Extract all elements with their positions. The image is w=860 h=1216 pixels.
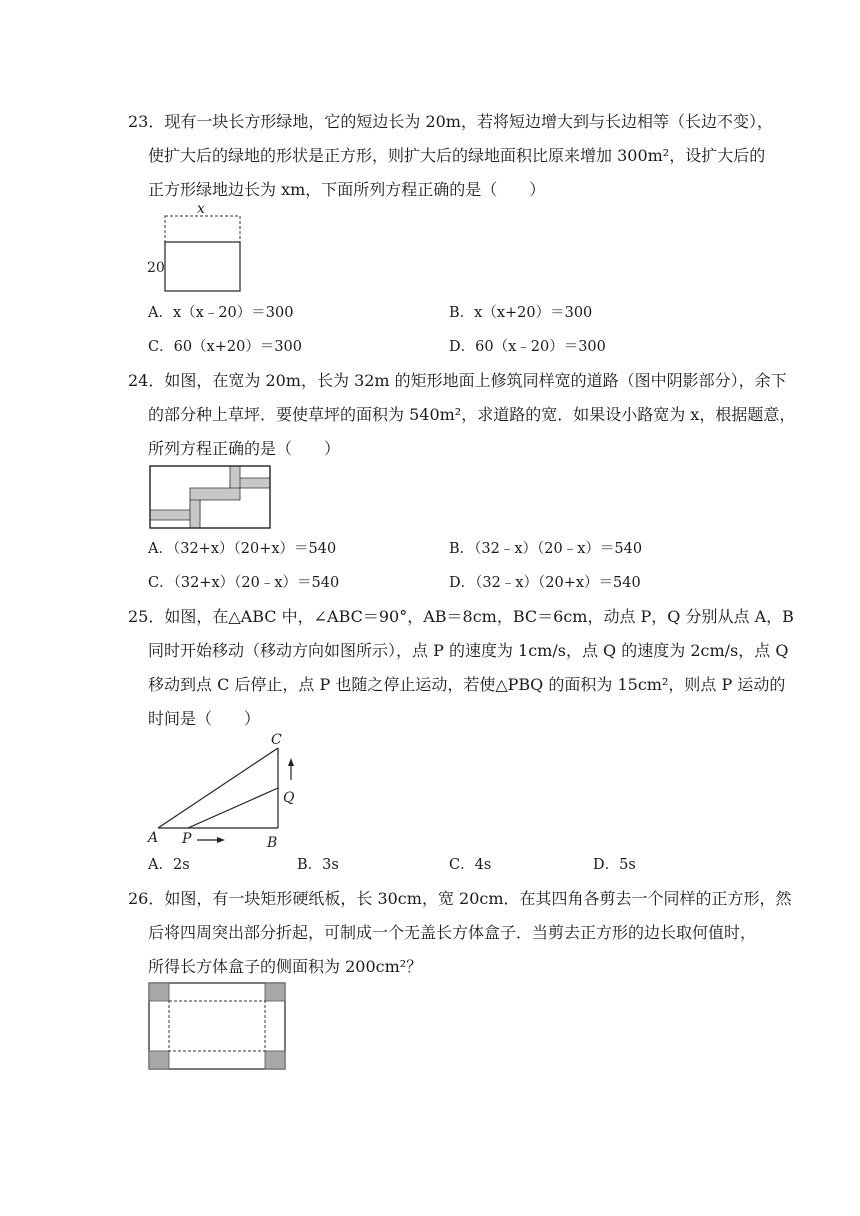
q24-option-b[interactable]: B．（32﹣x）（20﹣x）＝540 — [449, 541, 643, 557]
q24-road-horizontal — [150, 478, 270, 520]
q25-label-c: C — [271, 732, 282, 748]
q24-option-d[interactable]: D．（32﹣x）（20+x）＝540 — [449, 575, 641, 591]
q26-line-3: 所得长方体盒子的侧面积为 200cm²？ — [148, 957, 423, 976]
q25-line-4: 时间是（ ） — [148, 709, 261, 728]
q23-line-3: 正方形绿地边长为 xm，下面所列方程正确的是（ ） — [148, 180, 546, 199]
q24-figure — [150, 466, 272, 529]
q23-line-2: 使扩大后的绿地的形状是正方形，则扩大后的绿地面积比原来增加 300m²，设扩大后的 — [148, 146, 766, 165]
q25-option-b[interactable]: B．3s — [297, 857, 339, 873]
q23-figure — [145, 200, 245, 295]
q26-corner-tr — [265, 983, 285, 1001]
q23-option-c[interactable]: C．60（x+20）＝300 — [148, 339, 302, 355]
q23-line-1: 23．现有一块长方形绿地，它的短边长为 20m，若将短边增大到与长边相等（长边不变）， — [128, 112, 773, 131]
q23-option-a[interactable]: A．x（x﹣20）＝300 — [148, 305, 294, 321]
q26-figure — [148, 982, 288, 1072]
q25-option-d[interactable]: D．5s — [593, 857, 636, 873]
q24-road-vertical — [190, 500, 200, 528]
q25-option-c[interactable]: C．4s — [449, 857, 492, 873]
q26-corner-tl — [149, 983, 169, 1001]
q24-line-2: 的部分种上草坪．要使草坪的面积为 540m²，求道路的宽．如果设小路宽为 x，根据题意， — [148, 405, 796, 424]
q23-option-b[interactable]: B．x（x+20）＝300 — [449, 305, 593, 321]
q24-line-1: 24．如图，在宽为 20m，长为 32m 的矩形地面上修筑同样宽的道路（图中阴影部分），余下 — [128, 371, 787, 390]
q26-corner-br — [265, 1051, 285, 1069]
q26-line-1: 26．如图，有一块矩形硬纸板，长 30cm，宽 20cm．在其四角各剪去一个同样的正方形，然 — [128, 889, 792, 908]
q25-label-b: B — [267, 835, 278, 851]
q24-option-c[interactable]: C．（32+x）（20﹣x）＝540 — [148, 575, 340, 591]
q23-option-d[interactable]: D．60（x﹣20）＝300 — [449, 339, 606, 355]
q25-line-2: 同时开始移动（移动方向如图所示），点 P 的速度为 1cm/s，点 Q 的速度为 2cm/s，点 Q — [148, 641, 789, 660]
q25-option-a[interactable]: A．2s — [148, 857, 190, 873]
q25-figure — [145, 730, 305, 852]
q26-corner-bl — [149, 1051, 169, 1069]
q24-option-a[interactable]: A．（32+x）（20+x）＝540 — [148, 541, 337, 557]
q25-label-q: Q — [283, 790, 295, 806]
q25-label-a: A — [148, 830, 159, 846]
q25-line-1: 25．如图，在△ABC 中，∠ABC＝90°，AB＝8cm，BC＝6cm，动点 P，Q 分别从点 A，B — [128, 607, 794, 626]
q23-label-x: x — [197, 201, 205, 217]
q25-line-3: 移动到点 C 后停止，点 P 也随之停止运动，若使△PBQ 的面积为 15cm²，则点 P 运动的 — [148, 675, 786, 694]
q24-road-vertical-2 — [230, 466, 240, 488]
q26-line-2: 后将四周突出部分折起，可制成一个无盖长方体盒子．当剪去正方形的边长取何值时， — [148, 923, 757, 942]
q24-line-3: 所列方程正确的是（ ） — [148, 439, 341, 458]
q25-label-p: P — [182, 831, 192, 847]
q23-label-20: 20 — [147, 260, 165, 276]
